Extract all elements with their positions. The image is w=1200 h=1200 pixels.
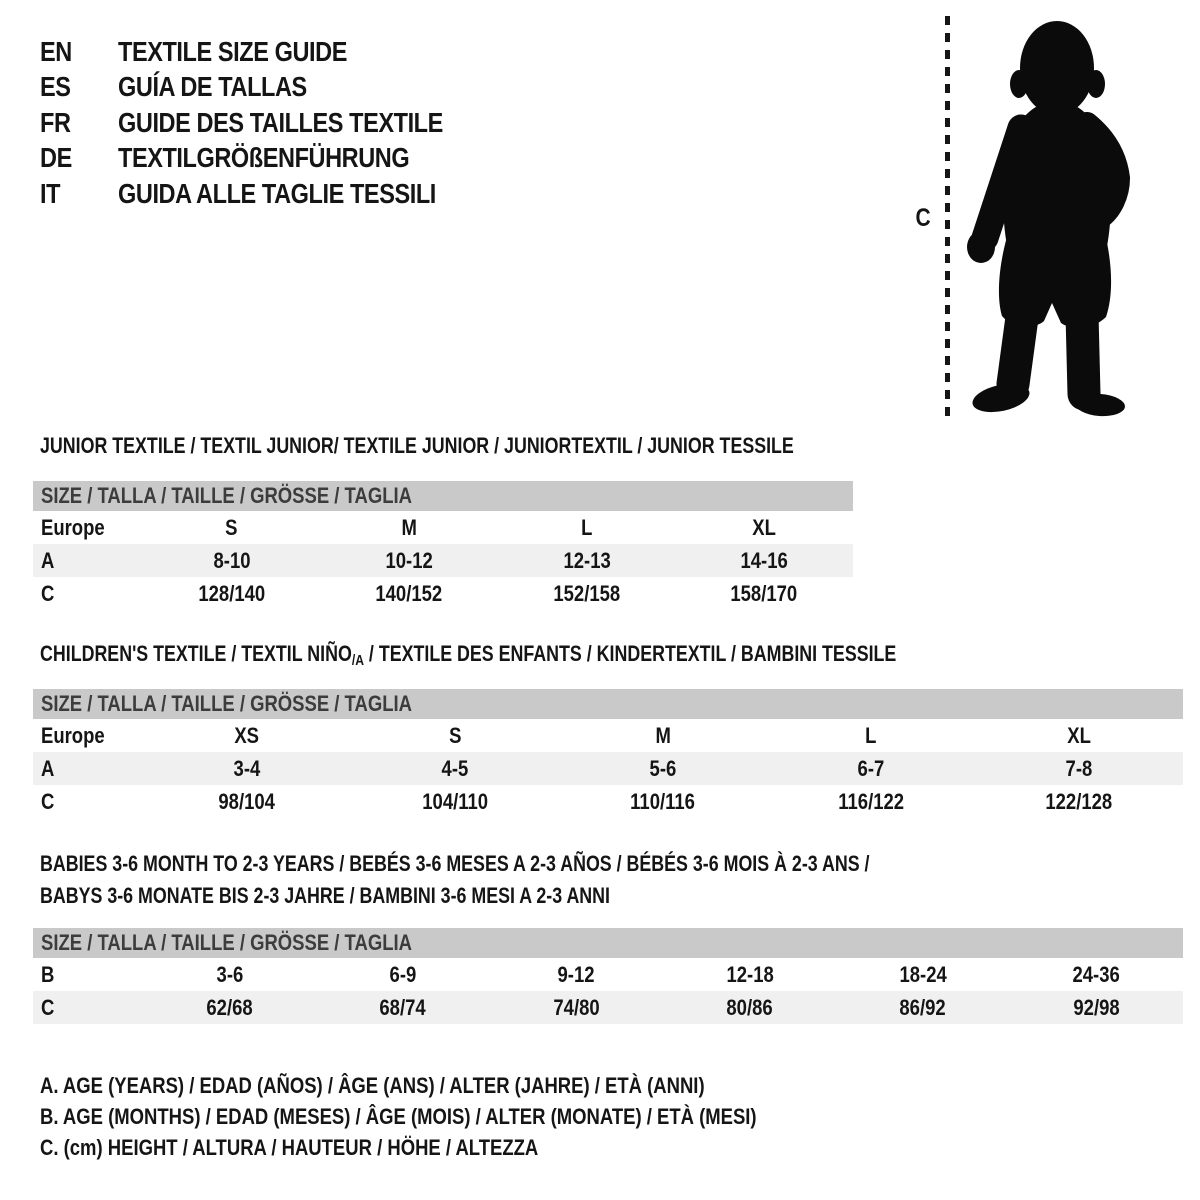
height-cell: 80/86	[726, 994, 773, 1020]
language-code: EN	[40, 35, 72, 67]
age-cell: 8-10	[213, 547, 251, 573]
months-cell: 18-24	[899, 961, 947, 987]
size-cell: S	[448, 722, 462, 748]
row-label: C	[41, 580, 55, 606]
size-cell: XL	[752, 514, 777, 540]
row-label: C	[41, 994, 55, 1020]
height-cell: 140/152	[375, 580, 443, 606]
row-label: C	[41, 788, 55, 814]
table-row-height	[33, 785, 1183, 818]
size-header-bar: SIZE / TALLA / TAILLE / GRÖSSE / TAGLIA	[33, 928, 1183, 958]
height-cell: 92/98	[1073, 994, 1120, 1020]
height-cell: 122/128	[1045, 788, 1113, 814]
size-cell: M	[401, 514, 417, 540]
row-label: Europe	[41, 722, 105, 748]
age-cell: 4-5	[441, 755, 469, 781]
nino-a-subscript: /A	[351, 652, 364, 669]
age-cell: 12-13	[563, 547, 611, 573]
size-cell: XS	[234, 722, 260, 748]
children-size-table	[33, 689, 1183, 818]
table-row-age	[33, 544, 853, 577]
row-label: A	[41, 755, 55, 781]
age-cell: 6-7	[857, 755, 885, 781]
language-code: IT	[40, 177, 61, 209]
height-cell: 62/68	[206, 994, 253, 1020]
language-code: ES	[40, 71, 71, 103]
babies-section-title-line1: BABIES 3-6 MONTH TO 2-3 YEARS / BEBÉS 3-6 MESES A 2-3 AÑOS / BÉBÉS 3-6 MOIS À 2-3 ANS /	[40, 851, 870, 876]
language-row-en	[40, 34, 505, 70]
table-row-europe	[33, 511, 853, 544]
height-cell: 158/170	[730, 580, 798, 606]
row-label: A	[41, 547, 55, 573]
language-row-it	[40, 176, 505, 212]
language-title-list	[40, 34, 505, 212]
guide-title-es: GUÍA DE TALLAS	[118, 71, 307, 103]
age-cell: 3-4	[233, 755, 261, 781]
row-label: Europe	[41, 514, 105, 540]
height-cell: 68/74	[379, 994, 427, 1020]
height-cell: 104/110	[422, 788, 488, 814]
age-cell: 10-12	[385, 547, 433, 573]
age-cell: 14-16	[740, 547, 788, 573]
height-cell: 74/80	[553, 994, 600, 1020]
size-cell: XL	[1067, 722, 1091, 748]
junior-section-title: JUNIOR TEXTILE / TEXTIL JUNIOR/ TEXTILE JUNIOR / JUNIORTEXTIL / JUNIOR TESSILE	[40, 433, 794, 458]
legend-line-a: A. AGE (YEARS) / EDAD (AÑOS) / ÂGE (ANS) / ALTER (JAHRE) / ETÀ (ANNI)	[40, 1072, 705, 1098]
guide-title-en: TEXTILE SIZE GUIDE	[118, 35, 347, 67]
toddler-silhouette-icon	[963, 14, 1139, 420]
height-cell: 86/92	[899, 994, 947, 1020]
months-cell: 9-12	[557, 961, 595, 987]
children-section-title: CHILDREN'S TEXTILE / TEXTIL NIÑO/A / TEXTILE DES ENFANTS / KINDERTEXTIL / BAMBINI TESSILE	[40, 641, 897, 669]
babies-size-table	[33, 928, 1183, 1024]
height-cell: 116/122	[838, 788, 904, 814]
months-cell: 6-9	[389, 961, 417, 987]
language-code: DE	[40, 142, 72, 174]
height-cell: 98/104	[218, 788, 276, 814]
height-cell: 152/158	[553, 580, 621, 606]
table-row-height	[33, 577, 853, 610]
language-code: FR	[40, 106, 71, 138]
height-measure-dashed-line	[945, 16, 950, 418]
height-cell: 110/116	[630, 788, 696, 814]
size-cell: M	[655, 722, 671, 748]
months-cell: 3-6	[216, 961, 244, 987]
size-cell: L	[865, 722, 877, 748]
junior-size-table	[33, 481, 853, 610]
height-cell: 128/140	[198, 580, 266, 606]
language-row-de	[40, 141, 505, 177]
table-row-europe	[33, 719, 1183, 752]
age-cell: 7-8	[1065, 755, 1093, 781]
table-row-months	[33, 958, 1183, 991]
measurement-legend	[40, 1070, 893, 1163]
size-cell: L	[581, 514, 593, 540]
size-cell: S	[225, 514, 238, 540]
months-cell: 12-18	[726, 961, 774, 987]
table-row-height	[33, 991, 1183, 1024]
table-row-age	[33, 752, 1183, 785]
guide-title-fr: GUIDE DES TAILLES TEXTILE	[118, 106, 443, 138]
size-header-bar: SIZE / TALLA / TAILLE / GRÖSSE / TAGLIA	[33, 689, 1183, 719]
months-cell: 24-36	[1072, 961, 1120, 987]
age-cell: 5-6	[649, 755, 677, 781]
legend-line-c: C. (cm) HEIGHT / ALTURA / HAUTEUR / HÖHE / ALTEZZA	[40, 1134, 539, 1160]
size-header-bar: SIZE / TALLA / TAILLE / GRÖSSE / TAGLIA	[33, 481, 853, 511]
babies-section-title-line2: BABYS 3-6 MONATE BIS 2-3 JAHRE / BAMBINI 3-6 MESI A 2-3 ANNI	[40, 883, 610, 908]
height-measure-label: C	[915, 204, 931, 232]
language-row-fr	[40, 105, 505, 141]
row-label: B	[41, 961, 55, 987]
guide-title-it: GUIDA ALLE TAGLIE TESSILI	[118, 177, 436, 209]
legend-line-b: B. AGE (MONTHS) / EDAD (MESES) / ÂGE (MOIS) / ALTER (MONATE) / ETÀ (MESI)	[40, 1103, 757, 1129]
guide-title-de: TEXTILGRÖßENFÜHRUNG	[118, 142, 410, 174]
language-row-es	[40, 70, 505, 106]
